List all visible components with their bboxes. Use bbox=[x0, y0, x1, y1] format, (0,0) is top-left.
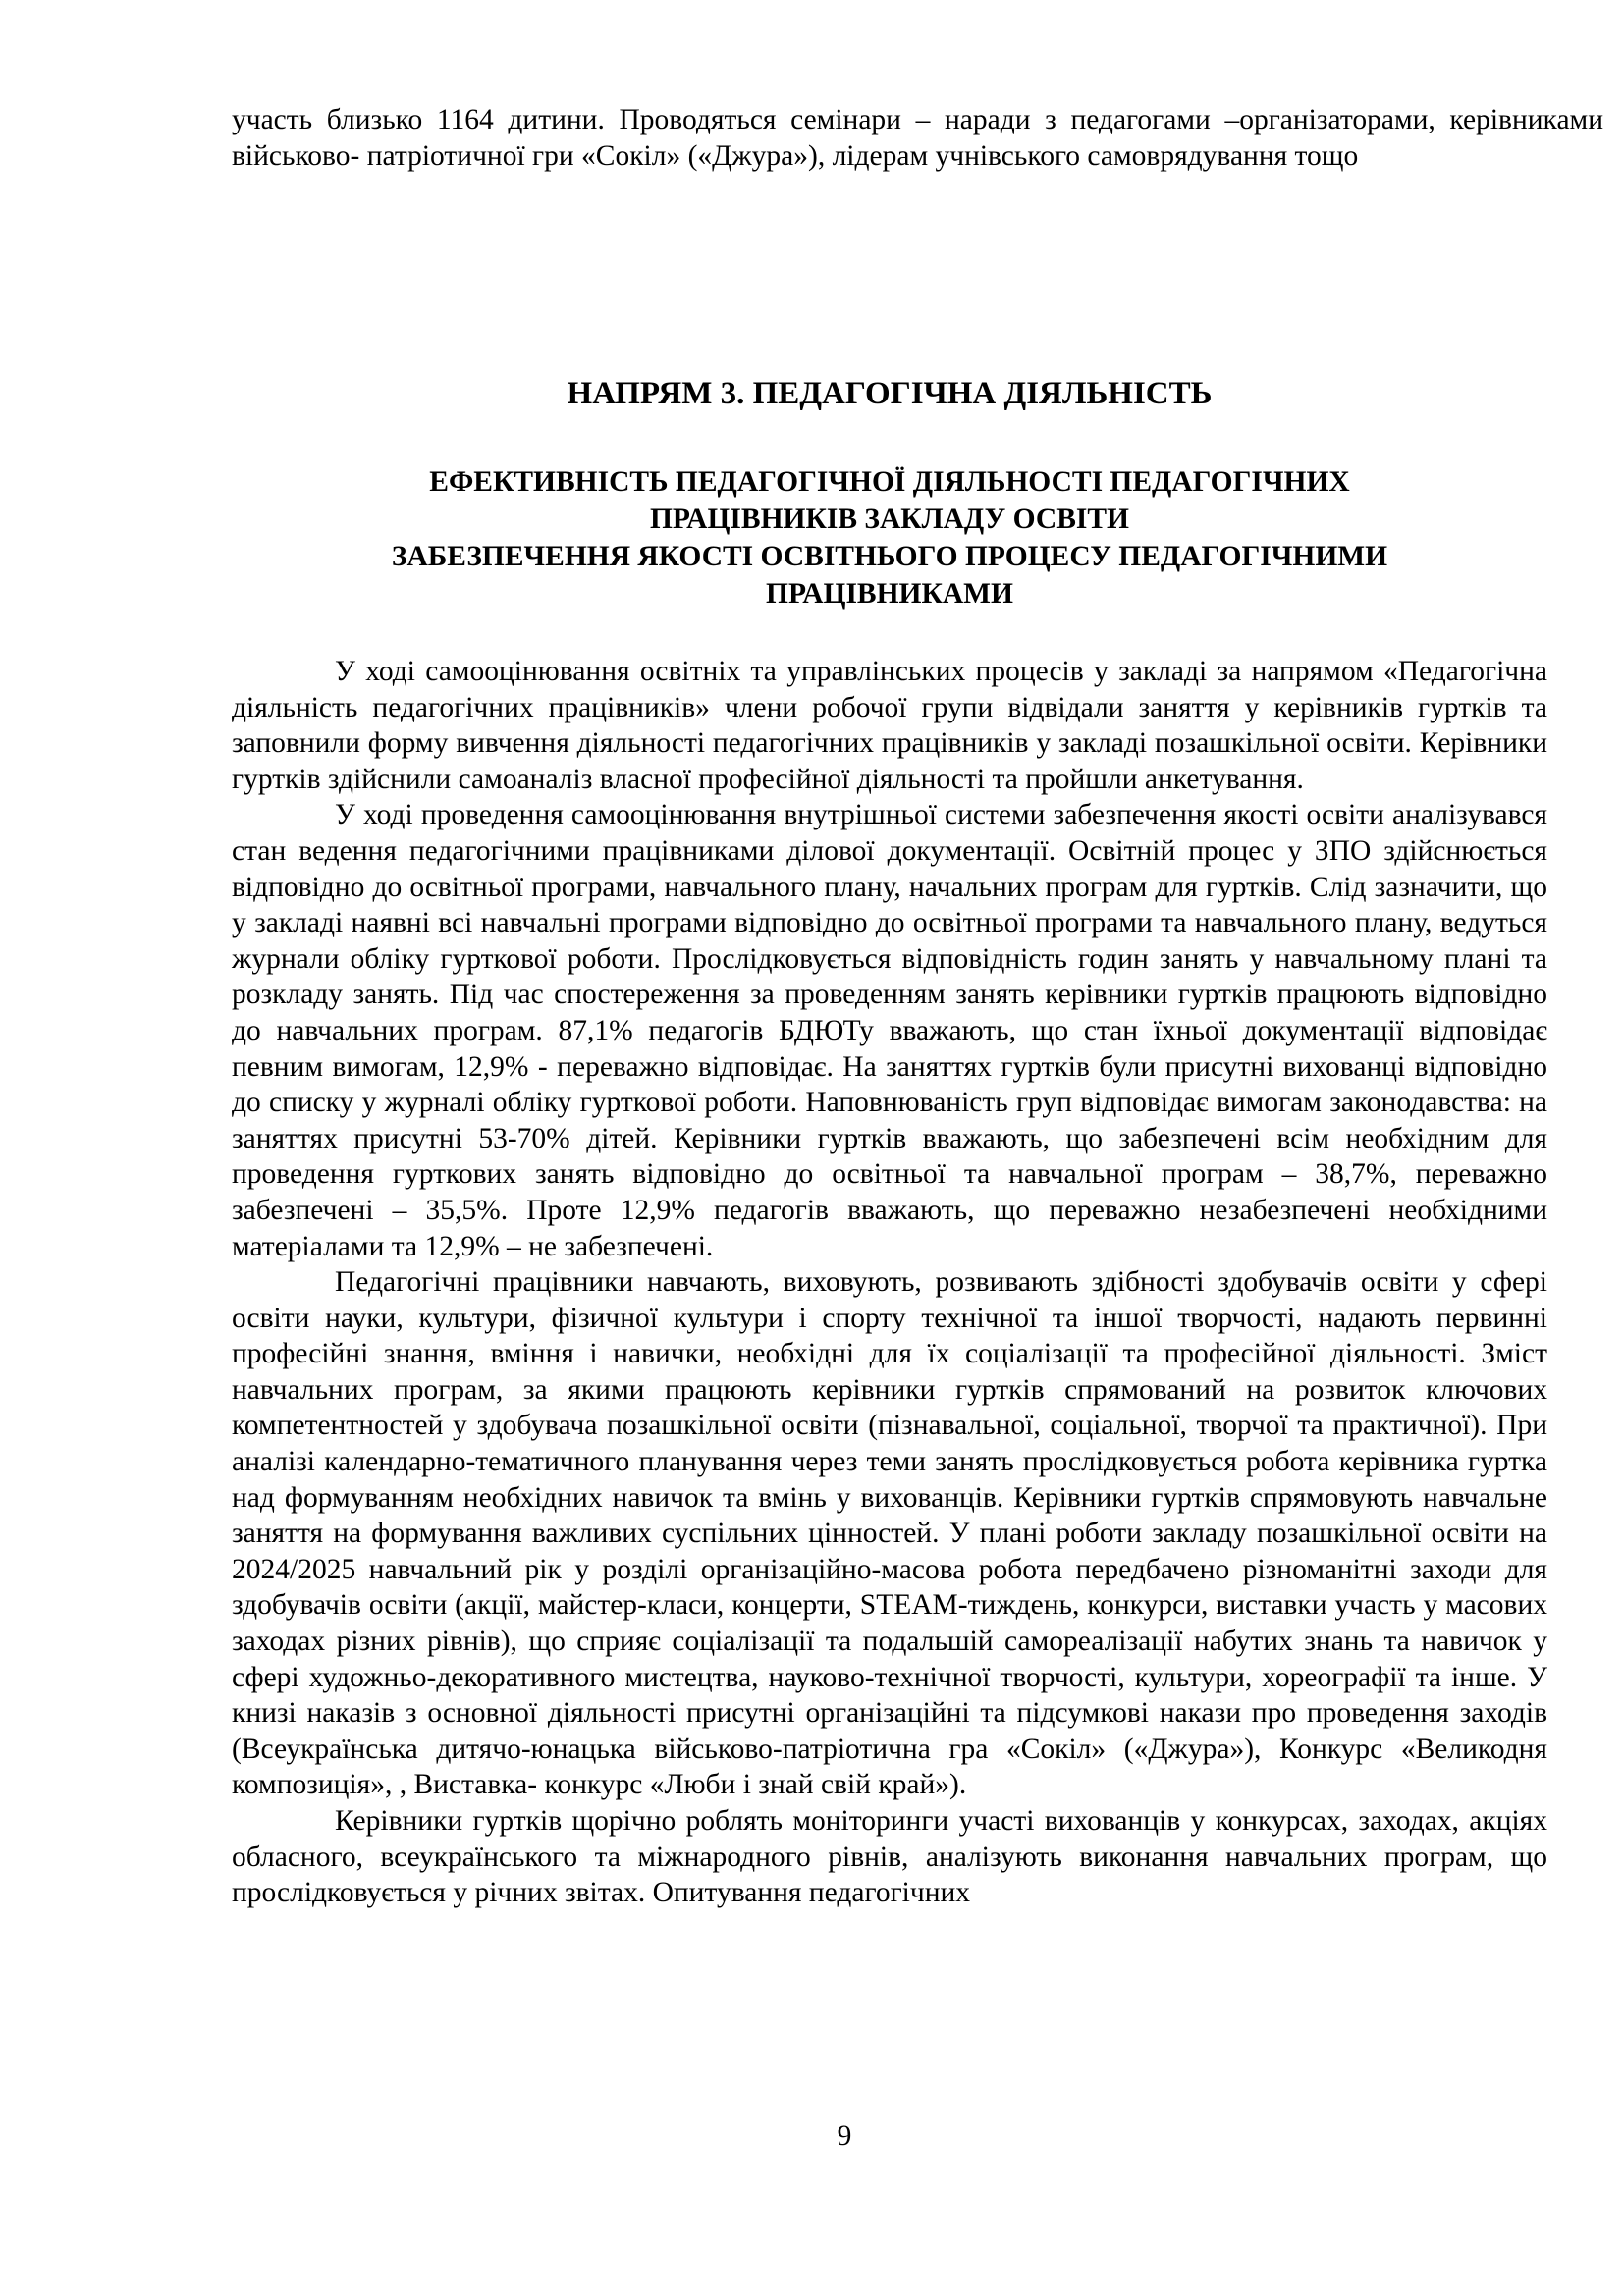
subtitle-line: ПРАЦІВНИКІВ ЗАКЛАДУ ОСВІТИ bbox=[649, 504, 1130, 535]
subtitle-line: ЗАБЕЗПЕЧЕННЯ ЯКОСТІ ОСВІТНЬОГО ПРОЦЕСУ ПЕДАГОГІЧНИМИ bbox=[391, 541, 1388, 572]
paragraph-documentation: У ході проведення самооцінювання внутрішньої системи забезпечення якості освіти аналізувався стан ведення педагогічними працівниками ділової документації. Освітній процес у ЗПО здійснюється відповідно до освітньої програми, навчального плану, начальних програм для гуртків. Слід зазначити, що у закладі наявні всі навчальні програми відповідно до освітньої програми та навчального плану, ведуться журнали обліку гурткової роботи. Прослідковується відповідність годин занять у навчальному плані та розкладу занять. Під час спостереження за проведенням занять керівники гуртків працюють відповідно до навчальних програм. 87,1% педагогів БДЮТу вважають, що стан їхньої документації відповідає певним вимогам, 12,9% - переважно відповідає. На заняттях гуртків були присутні вихованці відповідно до списку у журналі обліку гурткової роботи. Наповнюваність груп відповідає вимогам законодавства: на заняттях присутні 53-70% дітей. Керівники гуртків вважають, що забезпечені всім необхідним для проведення гурткових занять відповідно до освітньої та навчальної програм – 38,7%, переважно забезпечені – 35,5%. Проте 12,9% педагогів вважають, що переважно незабезпечені необхідними матеріалами та 12,9% – не забезпечені. bbox=[232, 799, 1547, 1262]
paragraph-teaching-activity: Педагогічні працівники навчають, виховують, розвивають здібності здобувачів освіти у сфері освіти науки, культури, фізичної культури і спорту технічної та іншої творчості, надають первинні професійні знання, вміння і навички, необхідні для їх соціалізації та професійної діяльності. Зміст навчальних програм, за якими працюють керівники гуртків спрямований на розвиток ключових компетентностей у здобувача позашкільної освіти (пізнавальної, соціальної, творчої та практичної). При аналізі календарно-тематичного планування через теми занять прослідковується робота керівника гуртка над формуванням необхідних навичок та вмінь у вихованців. Керівники гуртків спрямовують навчальне заняття на формування важливих суспільних цінностей. У плані роботи закладу позашкільної освіти на 2024/2025 навчальний рік у розділі організаційно-масова робота передбачено різноманітні заходи для здобувачів освіти (акції, майстер-класи, концерти, STEAM-тиждень, конкурси, виставки участь у масових заходах різних рівнів), що сприяє соціалізації та подальшій самореалізації набутих знань та навичок у сфері художньо-декоративного мистецтва, науково-технічної творчості, культури, хореографії та інше. У книзі наказів з основної діяльності присутні організаційні та підсумкові накази про проведення заходів (Всеукраїнська дитячо-юнацька військово-патріотична гра «Сокіл» («Джура»), Конкурс «Великодня композиція», , Виставка- конкурс «Люби і знай свій край»). bbox=[232, 1266, 1547, 1801]
section-title: НАПРЯМ 3. ПЕДАГОГІЧНА ДІЯЛЬНІСТЬ bbox=[567, 376, 1213, 411]
body-text bbox=[232, 654, 1547, 1911]
paragraph-self-assessment: У ході самооцінювання освітніх та управлінських процесів у закладі за напрямом «Педагогічна діяльність педагогічних працівників» члени робочої групи відвідали заняття у керівників гуртків та заповнили форму вивчення діяльності педагогічних працівників у закладі позашкільної освіти. Керівники гуртків здійснили самоаналіз власної професійної діяльності та пройшли анкетування. bbox=[232, 656, 1547, 795]
paragraph-monitoring: Керівники гуртків щорічно роблять моніторинги участі вихованців у конкурсах, заходах, акціях обласного, всеукраїнського та міжнародного рівнів, аналізують виконання навчальних програм, що прослідковується у річних звітах. Опитування педагогічних bbox=[232, 1805, 1547, 1909]
page-number: 9 bbox=[837, 2120, 852, 2152]
subtitle-line: ЕФЕКТИВНІСТЬ ПЕДАГОГІЧНОЇ ДІЯЛЬНОСТІ ПЕДАГОГІЧНИХ bbox=[429, 466, 1350, 498]
intro-paragraph: участь близько 1164 дитини. Проводяться семінари – наради з педагогами –організаторами, керівниками військово- патріотичної гри «Сокіл» («Джура»), лідерам учнівського самоврядування тощо bbox=[232, 104, 1603, 172]
section-subtitles bbox=[232, 463, 1547, 613]
subtitle-line: ПРАЦІВНИКАМИ bbox=[766, 578, 1013, 610]
